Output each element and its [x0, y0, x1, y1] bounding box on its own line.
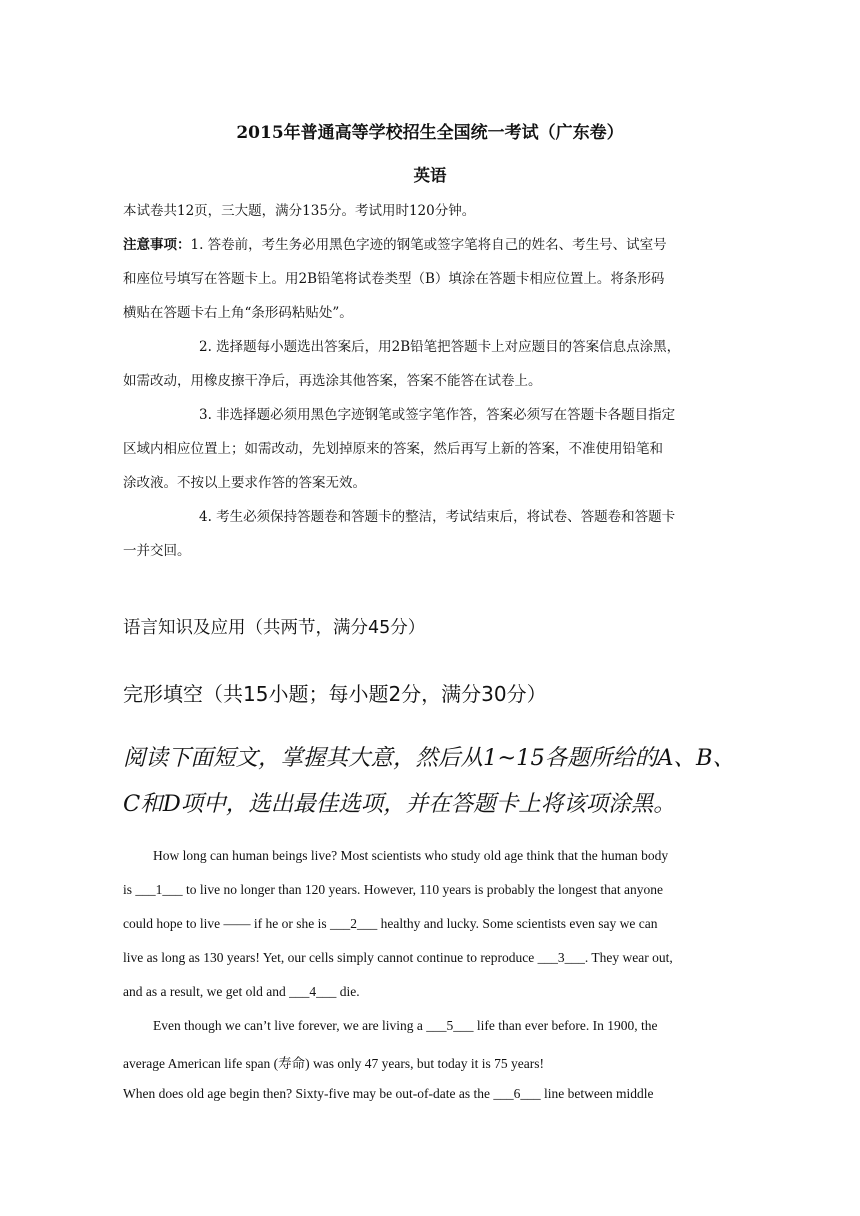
notice-item-1-line-1: [123, 239, 667, 253]
passage-line-4: live as long as 130 years! Yet, our cells simply cannot continue to reproduce ___3___. They wear out,: [123, 950, 673, 965]
notice-item-4-line-2: 一并交回。: [123, 543, 191, 559]
instruction-line-1: 阅读下面短文，掌握其大意，然后从1~15各题所给的A、B、: [123, 745, 736, 771]
notice-item-2-line-1: 2. 选择题每小题选出答案后，用2B铅笔把答题卡上对应题目的答案信息点涂黑，: [199, 339, 681, 355]
notice-item-1-line-2: 和座位号填写在答题卡上。用2B铅笔将试卷类型（B）填涂在答题卡相应位置上。将条形码: [123, 271, 665, 287]
cloze-title: 完形填空（共15小题；每小题2分，满分30分）: [123, 682, 547, 706]
passage-line-7: average American life span (寿命) was only 47 years, but today it is 75 years!: [123, 1056, 544, 1071]
exam-title: 2015年普通高等学校招生全国统一考试（广东卷）: [236, 123, 624, 143]
exam-intro: 本试卷共12页，三大题，满分135分。考试用时120分钟。: [123, 203, 476, 219]
notice-item-1-text: 1. 答卷前，考生务必用黑色字迹的钢笔或签字笔将自己的姓名、考生号、试室号: [190, 237, 667, 253]
notice-item-2-line-2: 如需改动，用橡皮擦干净后，再选涂其他答案，答案不能答在试卷上。: [123, 373, 542, 389]
notice-label: 注意事项：: [123, 237, 191, 253]
instruction-line-2: C和D项中，选出最佳选项，并在答题卡上将该项涂黑。: [123, 791, 676, 817]
notice-item-4-line-1: 4. 考生必须保持答题卷和答题卡的整洁，考试结束后，将试卷、答题卷和答题卡: [199, 509, 676, 525]
passage-line-8: When does old age begin then? Sixty-five may be out-of-date as the ___6___ line between middle: [123, 1086, 654, 1101]
part-title: 语言知识及应用（共两节，满分45分）: [123, 618, 426, 638]
passage-line-2: is ___1___ to live no longer than 120 years. However, 110 years is probably the longest that anyone: [123, 882, 663, 897]
notice-item-3-line-1: 3. 非选择题必须用黑色字迹钢笔或签字笔作答，答案必须写在答题卡各题目指定: [199, 407, 676, 423]
passage-line-1: How long can human beings live? Most scientists who study old age think that the human body: [153, 848, 669, 863]
notice-item-3-line-3: 涂改液。不按以上要求作答的答案无效。: [123, 475, 366, 491]
notice-item-1-line-3: 横贴在答题卡右上角“条形码粘贴处”。: [123, 305, 353, 321]
subject-title: 英语: [413, 166, 447, 185]
passage-line-6: Even though we can’t live forever, we are living a ___5___ life than ever before. In 1900, the: [153, 1018, 658, 1033]
passage-line-3: could hope to live —— if he or she is ___2___ healthy and lucky. Some scientists even say we can: [123, 916, 658, 931]
notice-item-3-line-2: 区域内相应位置上；如需改动，先划掉原来的答案，然后再写上新的答案，不准使用铅笔和: [123, 441, 663, 457]
passage-line-5: and as a result, we get old and ___4___ die.: [123, 984, 360, 999]
